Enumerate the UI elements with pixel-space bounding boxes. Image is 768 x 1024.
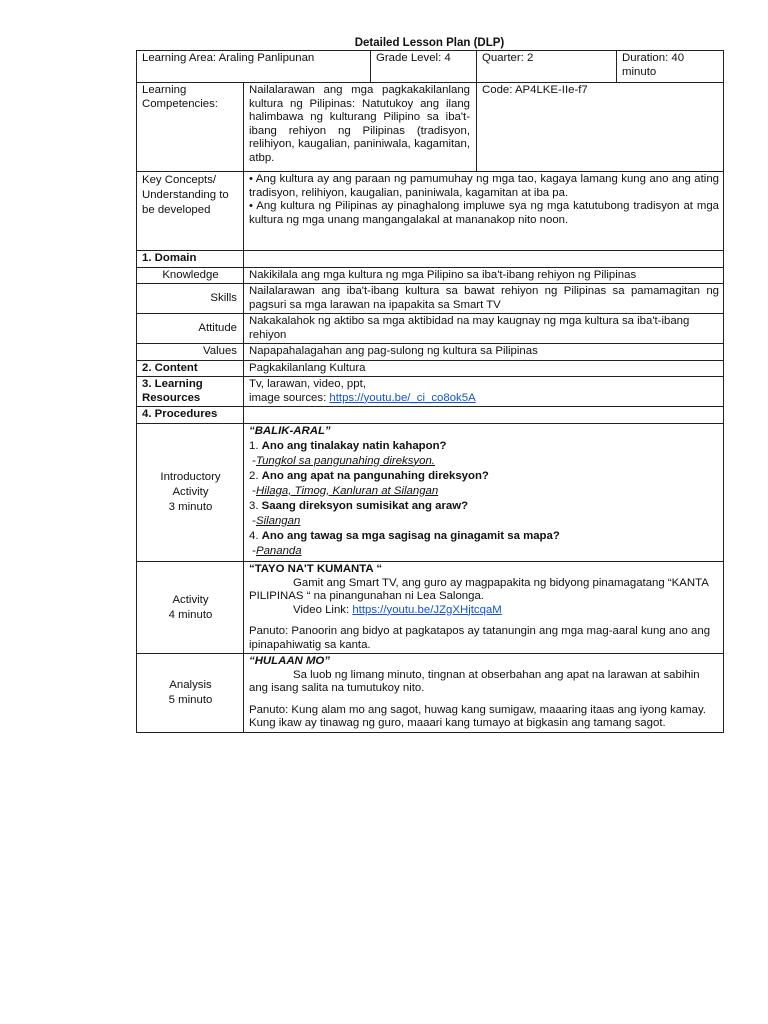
values-label: Values (137, 344, 244, 361)
answer-4-text: Pananda (255, 544, 302, 557)
attitude-label: Attitude (137, 314, 244, 344)
question-4-text: Ano ang tawag sa mga sagisag na ginagamit sa mapa? (261, 530, 560, 542)
attitude-row (137, 314, 724, 344)
key-concepts-content (244, 172, 724, 251)
balik-aral-heading: “BALIK-ARAL” (249, 424, 331, 437)
spacer (249, 696, 719, 704)
activity-panuto: Panuto: Panoorin ang bidyo at pagkatapos ay tatanungin ang mga mag-aaral kung ano ang ipinapahiwatig sa kanta. (249, 625, 711, 651)
resources-content (244, 377, 724, 407)
answer-3-text: Silangan (255, 514, 301, 527)
analysis-label-cell (137, 654, 244, 733)
content-label: 2. Content (137, 360, 244, 377)
image-sources-link[interactable]: https://youtu.be/_ci_co8ok5A (329, 391, 476, 404)
video-link[interactable]: https://youtu.be/JZgXHjtcqaM (352, 603, 502, 616)
answer-1: -Tungkol sa pangunahing direksyon. (249, 454, 435, 467)
introductory-duration: 3 minuto (168, 500, 213, 513)
analysis-content (244, 654, 724, 733)
analysis-text: Sa luob ng limang minuto, tingnan at obserbahan ang apat na larawan at sabihin ang isang salita na tumutukoy nito. (249, 668, 700, 694)
domain-header-row (137, 251, 724, 268)
procedures-header-row (137, 407, 724, 424)
skills-text: Nailalarawan ang iba't-ibang kultura sa bawat rehiyon ng Pilipinas sa pamamagitan ng pagsuri sa mga larawan na ipapakita sa Smart TV (244, 284, 724, 314)
question-1-text: Ano ang tinalakay natin kahapon? (261, 440, 447, 452)
knowledge-label: Knowledge (137, 267, 244, 284)
knowledge-row (137, 267, 724, 284)
activity-label-cell (137, 562, 244, 654)
question-3-text: Saang direksyon sumisikat ang araw? (261, 500, 469, 512)
procedures-label: 4. Procedures (137, 407, 244, 424)
grade-level-cell: Grade Level: 4 (371, 51, 477, 83)
key-concepts-label: Key Concepts/ Understanding to be developed (137, 172, 244, 251)
skills-label: Skills (137, 284, 244, 314)
resources-prefix: image sources: (249, 391, 330, 404)
introductory-label: Introductory (160, 470, 221, 483)
question-1-number: 1. (249, 440, 262, 452)
activity-text: Gamit ang Smart TV, ang guro ay magpapakita ng bidyong pinamagatang “KANTA PILIPINAS “ na pinangunahan ni Lea Salonga. (249, 576, 709, 602)
lesson-plan-table (136, 50, 724, 733)
competencies-code: Code: AP4LKE-IIe-f7 (477, 83, 724, 172)
quarter-cell: Quarter: 2 (477, 51, 617, 83)
knowledge-text: Nakikilala ang mga kultura ng mga Pilipino sa iba't-ibang rehiyon ng Pilipinas (244, 267, 724, 284)
activity-content (244, 562, 724, 654)
activity-label: Activity (172, 593, 209, 606)
key-concept-bullet-1: • Ang kultura ay ang paraan ng pamumuhay ng mga tao, kagaya lamang kung ano ang ating tradisyon, relihiyon, kaugalian, paniniwala, kagamitan at iba pa. (249, 173, 720, 199)
introductory-activity-row (137, 423, 724, 562)
attitude-text: Nakakalahok ng aktibo sa mga aktibidad na may kaugnay ng mga kultura sa iba't-ibang rehiyon (244, 314, 724, 344)
key-concepts-row (137, 172, 724, 251)
question-3 (249, 500, 719, 514)
learning-area-cell: Learning Area: Araling Panlipunan (137, 51, 371, 83)
spacer (249, 617, 719, 625)
answer-2: -Hilaga, Timog, Kanluran at Silangan (249, 484, 439, 497)
header-row (137, 51, 724, 83)
analysis-heading: “HULAAN MO” (249, 655, 330, 667)
resources-row (137, 377, 724, 407)
values-text: Napapahalagahan ang pag-sulong ng kultura sa Pilipinas (244, 344, 724, 361)
duration-cell: Duration: 40 minuto (617, 51, 724, 83)
activity-video-line (249, 604, 719, 618)
question-2-number: 2. (249, 470, 262, 482)
activity-heading: “TAYO NA'T KUMANTA “ (249, 563, 383, 575)
question-2 (249, 470, 719, 484)
activity-row (137, 562, 724, 654)
question-1 (249, 440, 719, 454)
question-3-number: 3. (249, 500, 262, 512)
analysis-label: Analysis (169, 678, 212, 691)
domain-empty-cell (244, 251, 724, 268)
key-concept-bullet-2: • Ang kultura ng Pilipinas ay pinaghalong impluwe sya ng mga katutubong tradisyon at mga kultura ng mga unang mangangalakal at mananakop nito noon. (249, 200, 720, 226)
video-link-prefix: Video Link: (293, 603, 353, 616)
answer-2-text: Hilaga, Timog, Kanluran at Silangan (255, 484, 439, 497)
answer-4: -Pananda (249, 544, 302, 557)
question-2-text: Ano ang apat na pangunahing direksyon? (261, 470, 489, 482)
introductory-label-cell (137, 423, 244, 562)
resources-image-sources (249, 392, 719, 406)
resources-label: 3. Learning Resources (137, 377, 244, 407)
competencies-text: Nailalarawan ang mga pagkakakilanlang kultura ng Pilipinas: Natutukoy ang ilang halimbawa ng kulturang Pilipino sa iba't-ibang rehiyon ng Pilipinas (tradisyon, relihiyon, kaugalian, paniniwala, kagamitan, atbp. (244, 83, 477, 172)
content-row (137, 360, 724, 377)
answer-1-text: Tungkol sa pangunahing direksyon. (255, 454, 435, 467)
competencies-label: Learning Competencies: (137, 83, 244, 172)
domain-label: 1. Domain (137, 251, 244, 268)
document-title: Detailed Lesson Plan (DLP) (354, 37, 505, 49)
analysis-duration: 5 minuto (168, 693, 213, 706)
skills-row (137, 284, 724, 314)
activity-duration: 4 minuto (168, 608, 213, 621)
values-row (137, 344, 724, 361)
analysis-row (137, 654, 724, 733)
procedures-empty-cell (244, 407, 724, 424)
answer-3: -Silangan (249, 514, 301, 527)
introductory-content (244, 423, 724, 562)
resources-line: Tv, larawan, video, ppt, (249, 378, 366, 390)
analysis-panuto: Panuto: Kung alam mo ang sagot, huwag kang sumigaw, maaaring itaas ang iyong kamay. Kung ikaw ay tinawag ng guro, maaari kang tumayo at bigkasin ang tamang sagot. (249, 703, 706, 729)
content-text: Pagkakilanlang Kultura (244, 360, 724, 377)
competencies-row (137, 83, 724, 172)
question-4-number: 4. (249, 530, 262, 542)
introductory-label-activity: Activity (172, 485, 209, 498)
question-4 (249, 530, 719, 544)
